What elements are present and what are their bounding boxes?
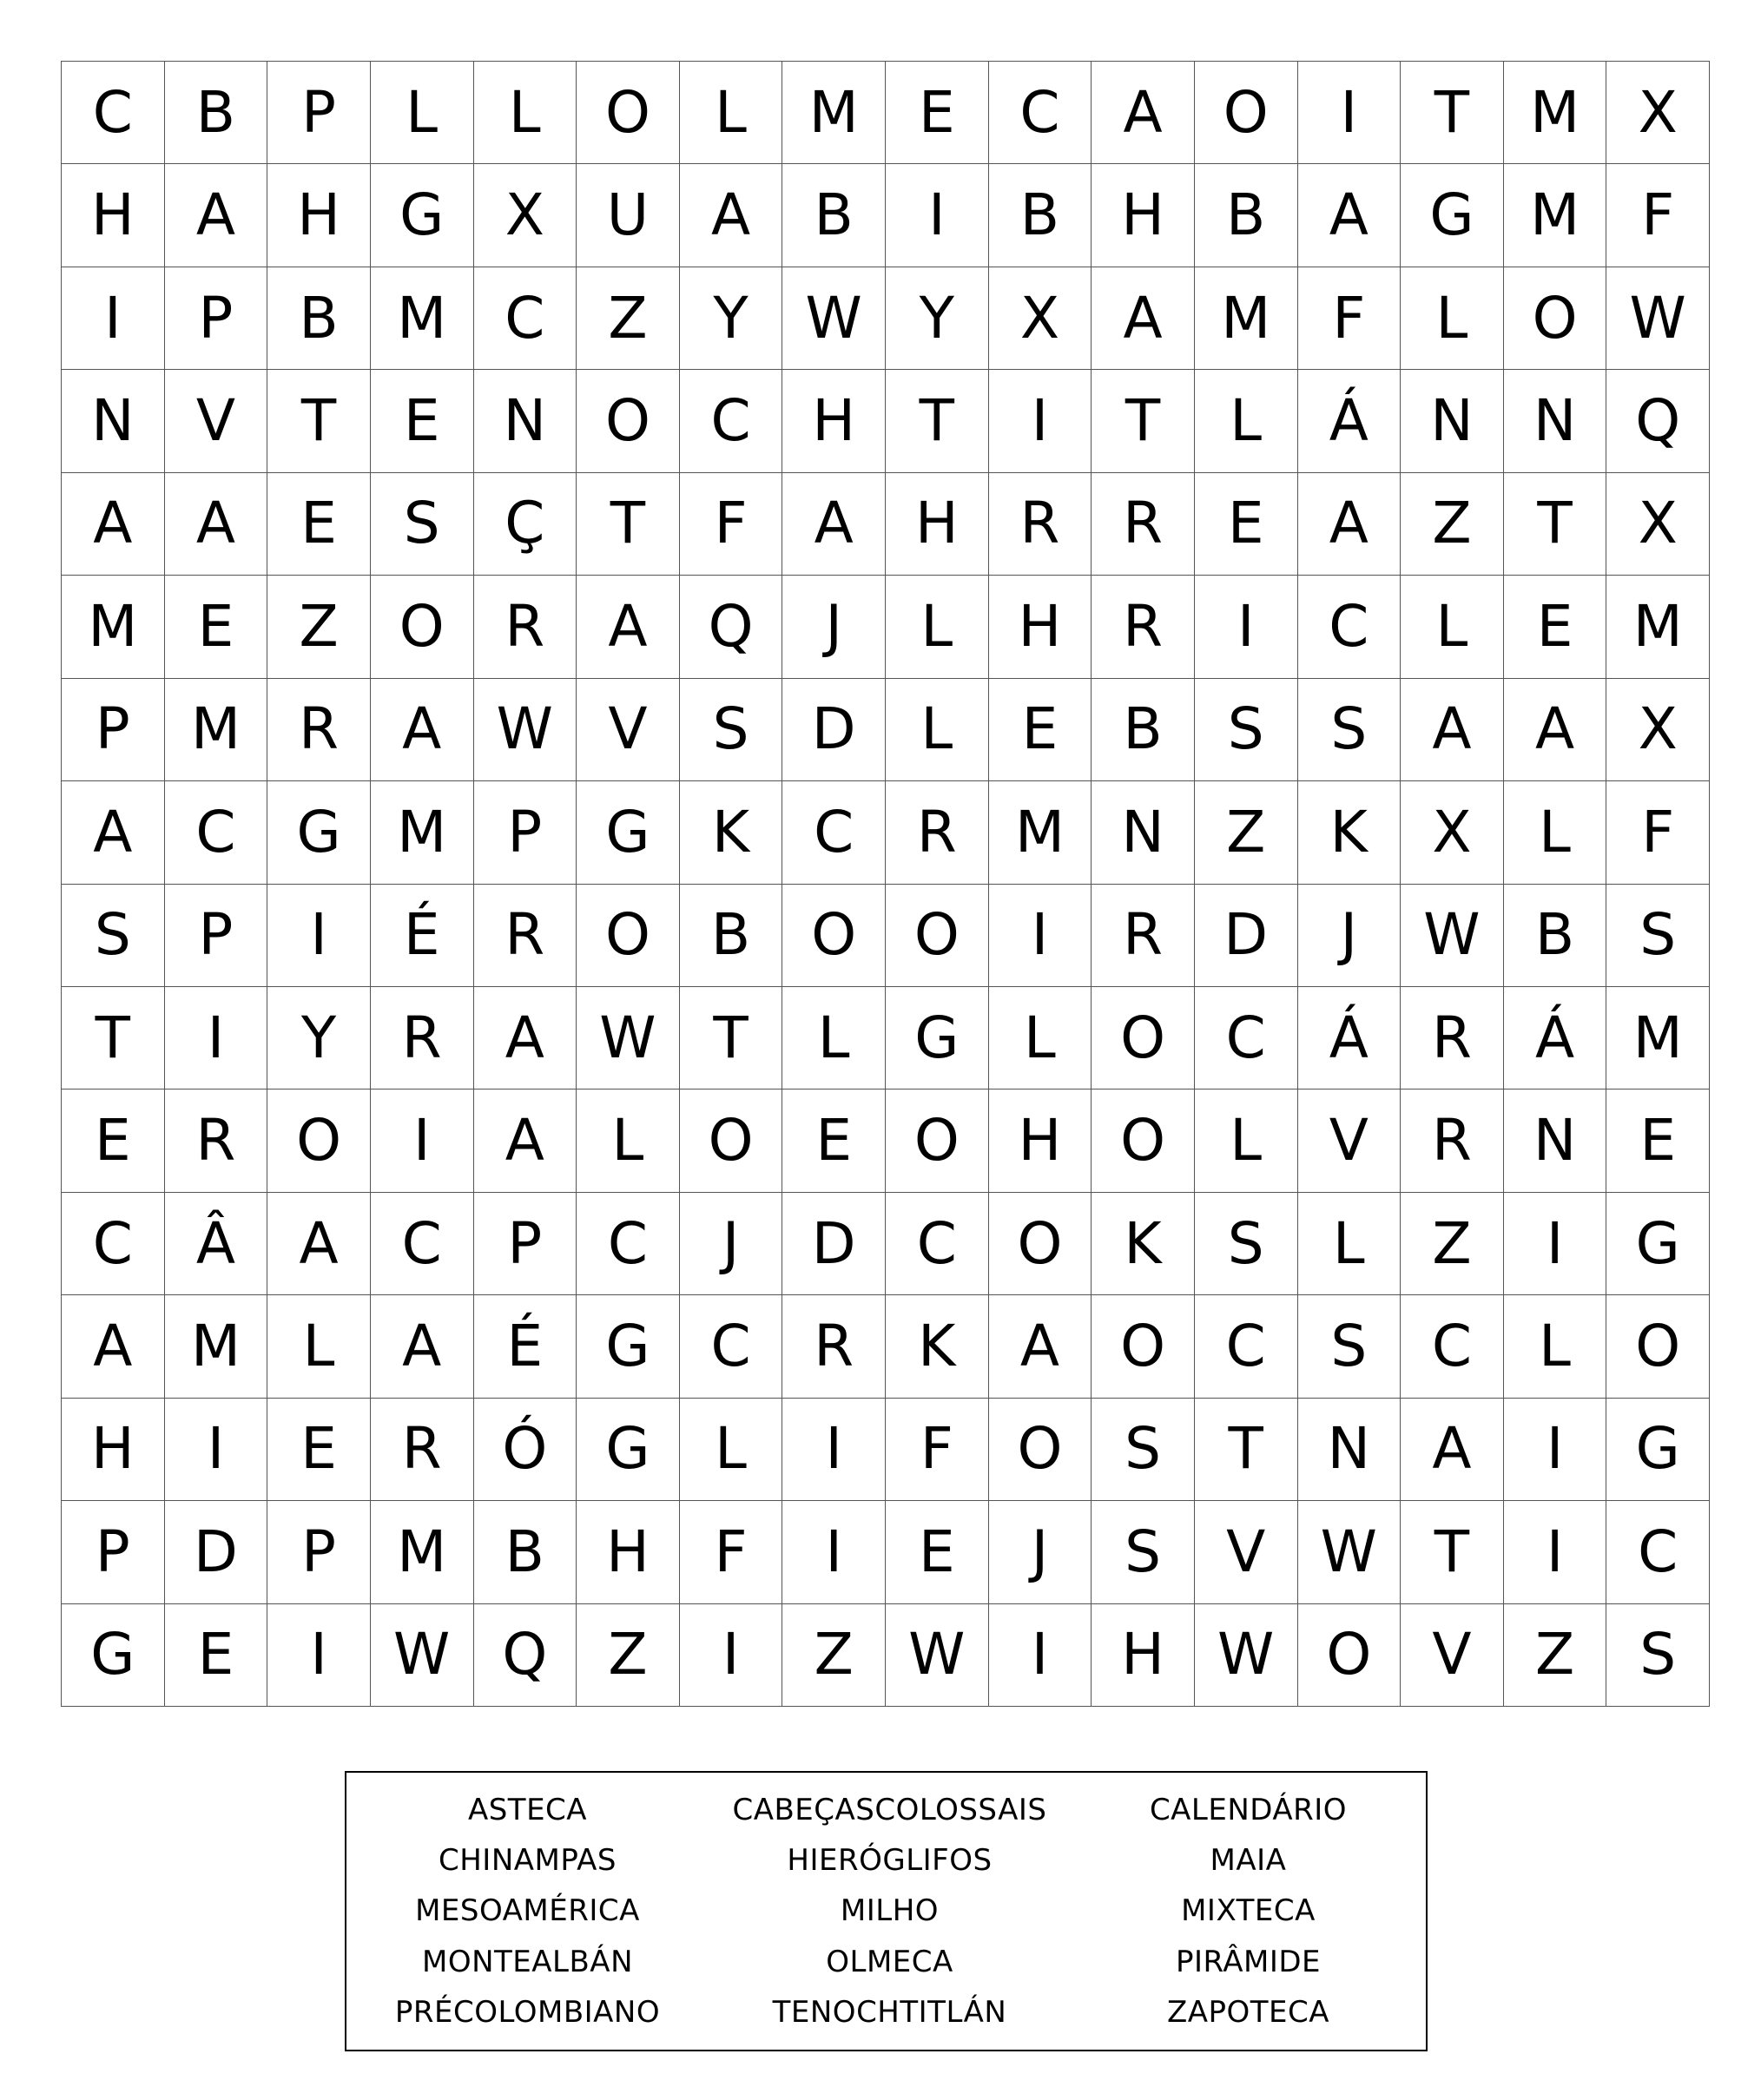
grid-cell[interactable]: H [989, 576, 1092, 678]
grid-cell[interactable]: F [1606, 164, 1710, 267]
grid-cell[interactable]: O [267, 1089, 371, 1192]
grid-cell[interactable]: E [371, 370, 474, 472]
grid-cell[interactable]: R [782, 1295, 886, 1398]
grid-cell[interactable]: W [782, 267, 886, 370]
grid-cell[interactable]: L [680, 1399, 783, 1501]
word-bank-item: CHINAMPAS [438, 1843, 617, 1879]
grid-cell[interactable]: G [1606, 1399, 1710, 1501]
grid-cell[interactable]: W [371, 1604, 474, 1707]
grid-cell[interactable]: S [1195, 1193, 1298, 1295]
grid-cell[interactable]: Z [1401, 1193, 1504, 1295]
grid-cell[interactable]: H [62, 164, 165, 267]
grid-cell[interactable]: R [371, 1399, 474, 1501]
grid-cell[interactable]: A [1401, 1399, 1504, 1501]
grid-cell[interactable]: M [165, 1295, 268, 1398]
grid-cell[interactable]: B [1195, 164, 1298, 267]
grid-cell[interactable]: P [267, 62, 371, 164]
grid-cell[interactable]: L [782, 987, 886, 1089]
grid-cell[interactable]: M [371, 781, 474, 884]
grid-cell[interactable]: I [165, 987, 268, 1089]
grid-cell[interactable]: Z [782, 1604, 886, 1707]
grid-cell[interactable]: S [371, 473, 474, 576]
grid-cell[interactable]: I [782, 1501, 886, 1603]
grid-cell[interactable]: B [267, 267, 371, 370]
word-bank-item: ASTECA [467, 1793, 588, 1828]
grid-cell[interactable]: R [1401, 1089, 1504, 1192]
grid-cell[interactable]: E [886, 1501, 989, 1603]
grid-cell[interactable]: O [1092, 987, 1195, 1089]
grid-cell[interactable]: V [1298, 1089, 1402, 1192]
grid-cell[interactable]: F [886, 1399, 989, 1501]
grid-cell[interactable]: Q [680, 576, 783, 678]
grid-cell[interactable]: S [1298, 1295, 1402, 1398]
grid-cell[interactable]: J [989, 1501, 1092, 1603]
grid-cell[interactable]: Â [165, 1193, 268, 1295]
grid-cell[interactable]: E [165, 576, 268, 678]
grid-cell[interactable]: P [267, 1501, 371, 1603]
word-bank-item: MAIA [1210, 1843, 1287, 1879]
grid-cell[interactable]: I [267, 885, 371, 987]
grid-cell[interactable]: H [62, 1399, 165, 1501]
grid-cell[interactable]: H [1092, 164, 1195, 267]
word-bank-item: TENOCHTITLÁN [772, 1994, 1007, 2030]
grid-cell[interactable]: C [165, 781, 268, 884]
grid-cell[interactable]: O [989, 1193, 1092, 1295]
grid-cell[interactable]: M [1606, 576, 1710, 678]
grid-cell[interactable]: O [782, 885, 886, 987]
word-bank-item: HIERÓGLIFOS [787, 1843, 993, 1879]
grid-cell[interactable]: W [1606, 267, 1710, 370]
grid-cell[interactable]: V [1195, 1501, 1298, 1603]
grid-cell[interactable]: I [267, 1604, 371, 1707]
grid-cell[interactable]: L [1504, 1295, 1607, 1398]
grid-cell[interactable]: C [577, 1193, 680, 1295]
grid-cell[interactable]: M [165, 679, 268, 781]
grid-cell[interactable]: K [1092, 1193, 1195, 1295]
grid-cell[interactable]: Y [886, 267, 989, 370]
grid-cell[interactable]: T [1092, 370, 1195, 472]
grid-cell[interactable]: E [165, 1604, 268, 1707]
grid-cell[interactable]: T [267, 370, 371, 472]
grid-cell[interactable]: G [577, 1399, 680, 1501]
grid-cell[interactable]: A [474, 987, 577, 1089]
grid-cell[interactable]: Ç [474, 473, 577, 576]
grid-cell[interactable]: I [1504, 1501, 1607, 1603]
grid-cell[interactable]: P [62, 679, 165, 781]
grid-cell[interactable]: O [886, 885, 989, 987]
grid-cell[interactable]: M [371, 267, 474, 370]
grid-cell[interactable]: M [1606, 987, 1710, 1089]
grid-cell[interactable]: L [1195, 370, 1298, 472]
grid-cell[interactable]: O [680, 1089, 783, 1192]
grid-cell[interactable]: C [1401, 1295, 1504, 1398]
grid-cell[interactable]: N [62, 370, 165, 472]
grid-cell[interactable]: X [1606, 62, 1710, 164]
grid-cell[interactable]: E [267, 473, 371, 576]
grid-cell[interactable]: A [1092, 267, 1195, 370]
word-bank-item: CALENDÁRIO [1149, 1793, 1348, 1828]
grid-cell[interactable]: V [165, 370, 268, 472]
grid-cell[interactable]: S [680, 679, 783, 781]
grid-cell[interactable]: H [886, 473, 989, 576]
grid-cell[interactable]: J [1298, 885, 1402, 987]
grid-cell[interactable]: I [680, 1604, 783, 1707]
grid-cell[interactable]: O [371, 576, 474, 678]
grid-cell[interactable]: P [165, 267, 268, 370]
grid-cell[interactable]: K [1298, 781, 1402, 884]
grid-cell[interactable]: Á [1298, 370, 1402, 472]
grid-cell[interactable]: A [267, 1193, 371, 1295]
grid-cell[interactable]: S [62, 885, 165, 987]
grid-cell[interactable]: S [1298, 679, 1402, 781]
grid-cell[interactable]: O [989, 1399, 1092, 1501]
grid-cell[interactable]: P [474, 1193, 577, 1295]
grid-cell[interactable]: L [1298, 1193, 1402, 1295]
grid-cell[interactable]: J [782, 576, 886, 678]
grid-cell[interactable]: Z [267, 576, 371, 678]
grid-cell[interactable]: S [1092, 1501, 1195, 1603]
grid-cell[interactable]: C [886, 1193, 989, 1295]
grid-cell[interactable]: M [371, 1501, 474, 1603]
grid-cell[interactable]: X [1606, 473, 1710, 576]
grid-cell[interactable]: X [1606, 679, 1710, 781]
grid-cell[interactable]: G [62, 1604, 165, 1707]
grid-cell[interactable]: H [989, 1089, 1092, 1192]
grid-cell[interactable]: I [886, 164, 989, 267]
grid-cell[interactable]: N [1092, 781, 1195, 884]
grid-cell[interactable]: L [989, 987, 1092, 1089]
grid-cell[interactable]: M [1504, 164, 1607, 267]
grid-cell[interactable]: H [782, 370, 886, 472]
grid-cell[interactable]: I [989, 1604, 1092, 1707]
grid-cell[interactable]: T [577, 473, 680, 576]
word-bank-item: MONTEALBÁN [422, 1944, 633, 1979]
grid-cell[interactable]: W [886, 1604, 989, 1707]
grid-cell[interactable]: R [267, 679, 371, 781]
grid-cell[interactable]: R [474, 576, 577, 678]
grid-cell[interactable]: I [371, 1089, 474, 1192]
grid-cell[interactable]: N [1298, 1399, 1402, 1501]
grid-cell[interactable]: V [577, 679, 680, 781]
grid-cell[interactable]: G [267, 781, 371, 884]
grid-cell[interactable]: L [1401, 267, 1504, 370]
grid-cell[interactable]: I [989, 370, 1092, 472]
grid-cell[interactable]: L [886, 576, 989, 678]
grid-cell[interactable]: X [474, 164, 577, 267]
grid-cell[interactable]: X [989, 267, 1092, 370]
word-bank-item: MILHO [840, 1893, 940, 1929]
grid-cell[interactable]: Z [1401, 473, 1504, 576]
word-bank-item: OLMECA [826, 1944, 953, 1979]
grid-cell[interactable]: C [680, 370, 783, 472]
grid-cell[interactable]: I [62, 267, 165, 370]
grid-cell[interactable]: W [1195, 1604, 1298, 1707]
grid-cell[interactable]: A [782, 473, 886, 576]
grid-cell[interactable]: R [1092, 576, 1195, 678]
grid-cell[interactable]: W [1401, 885, 1504, 987]
grid-cell[interactable]: L [267, 1295, 371, 1398]
grid-cell[interactable]: S [1606, 1604, 1710, 1707]
grid-cell[interactable]: D [165, 1501, 268, 1603]
grid-cell[interactable]: C [1195, 987, 1298, 1089]
grid-cell[interactable]: A [474, 1089, 577, 1192]
grid-cell[interactable]: I [782, 1399, 886, 1501]
grid-cell[interactable]: E [267, 1399, 371, 1501]
grid-cell[interactable]: Á [1298, 987, 1402, 1089]
grid-cell[interactable]: L [1195, 1089, 1298, 1192]
grid-cell[interactable]: H [267, 164, 371, 267]
grid-cell[interactable]: L [886, 679, 989, 781]
grid-cell[interactable]: F [1606, 781, 1710, 884]
grid-cell[interactable]: R [886, 781, 989, 884]
grid-cell[interactable]: K [680, 781, 783, 884]
grid-cell[interactable]: L [371, 62, 474, 164]
grid-cell[interactable]: Z [1504, 1604, 1607, 1707]
grid-cell[interactable]: A [1092, 62, 1195, 164]
grid-cell[interactable]: C [62, 62, 165, 164]
grid-cell[interactable]: R [1092, 473, 1195, 576]
word-bank-item: PIRÂMIDE [1175, 1944, 1322, 1979]
grid-cell[interactable]: E [1606, 1089, 1710, 1192]
grid-cell[interactable]: T [1195, 1399, 1298, 1501]
grid-cell[interactable]: Z [577, 267, 680, 370]
grid-cell[interactable]: C [62, 1193, 165, 1295]
grid-cell[interactable]: I [1195, 576, 1298, 678]
grid-cell[interactable]: O [1606, 1295, 1710, 1398]
grid-cell[interactable]: É [474, 1295, 577, 1398]
grid-cell[interactable]: G [577, 781, 680, 884]
grid-cell[interactable]: Y [680, 267, 783, 370]
grid-cell[interactable]: T [1504, 473, 1607, 576]
grid-cell[interactable]: B [782, 164, 886, 267]
grid-cell[interactable]: X [1401, 781, 1504, 884]
grid-cell[interactable]: Q [474, 1604, 577, 1707]
grid-cell[interactable]: R [474, 885, 577, 987]
grid-cell[interactable]: O [1195, 62, 1298, 164]
grid-cell[interactable]: F [680, 473, 783, 576]
grid-cell[interactable]: G [1606, 1193, 1710, 1295]
grid-cell[interactable]: A [1504, 679, 1607, 781]
grid-cell[interactable]: C [1606, 1501, 1710, 1603]
grid-cell[interactable]: O [577, 62, 680, 164]
grid-cell[interactable]: H [577, 1501, 680, 1603]
grid-cell[interactable]: I [165, 1399, 268, 1501]
grid-cell[interactable]: L [474, 62, 577, 164]
grid-cell[interactable]: C [371, 1193, 474, 1295]
grid-cell[interactable]: M [1504, 62, 1607, 164]
grid-cell[interactable]: E [782, 1089, 886, 1192]
grid-cell[interactable]: E [62, 1089, 165, 1192]
grid-cell[interactable]: P [62, 1501, 165, 1603]
grid-cell[interactable]: R [371, 987, 474, 1089]
grid-cell[interactable]: O [886, 1089, 989, 1192]
grid-cell[interactable]: O [1092, 1089, 1195, 1192]
grid-cell[interactable]: E [1195, 473, 1298, 576]
grid-cell[interactable]: N [1401, 370, 1504, 472]
grid-cell[interactable]: Y [267, 987, 371, 1089]
grid-cell[interactable]: J [680, 1193, 783, 1295]
grid-cell[interactable]: M [989, 781, 1092, 884]
grid-cell[interactable]: Á [1504, 987, 1607, 1089]
grid-cell[interactable]: R [1401, 987, 1504, 1089]
grid-cell[interactable]: L [1401, 576, 1504, 678]
grid-cell[interactable]: A [62, 1295, 165, 1398]
grid-cell[interactable]: D [782, 679, 886, 781]
grid-cell[interactable]: H [1092, 1604, 1195, 1707]
grid-cell[interactable]: S [1195, 679, 1298, 781]
grid-cell[interactable]: S [1092, 1399, 1195, 1501]
grid-cell[interactable]: E [1504, 576, 1607, 678]
grid-cell[interactable]: N [1504, 1089, 1607, 1192]
grid-cell[interactable]: I [1298, 62, 1402, 164]
grid-cell[interactable]: E [886, 62, 989, 164]
grid-cell[interactable]: M [62, 576, 165, 678]
grid-cell[interactable]: P [165, 885, 268, 987]
grid-cell[interactable]: Z [1195, 781, 1298, 884]
grid-cell[interactable]: C [680, 1295, 783, 1398]
grid-cell[interactable]: A [1401, 679, 1504, 781]
word-bank-item: MESOAMÉRICA [415, 1893, 640, 1929]
grid-cell[interactable]: C [474, 267, 577, 370]
grid-cell[interactable]: T [62, 987, 165, 1089]
grid-cell[interactable]: O [1092, 1295, 1195, 1398]
word-bank-item: ZAPOTECA [1166, 1994, 1330, 2030]
grid-cell[interactable]: O [1504, 267, 1607, 370]
grid-cell[interactable]: F [1298, 267, 1402, 370]
grid-cell[interactable]: G [371, 164, 474, 267]
word-bank-item: MIXTECA [1181, 1893, 1316, 1929]
grid-cell[interactable]: W [474, 679, 577, 781]
grid-cell[interactable]: T [1401, 62, 1504, 164]
grid-cell[interactable]: W [1298, 1501, 1402, 1603]
grid-cell[interactable]: I [1504, 1193, 1607, 1295]
grid-cell[interactable]: C [782, 781, 886, 884]
grid-cell[interactable]: L [680, 62, 783, 164]
grid-cell[interactable]: B [1504, 885, 1607, 987]
grid-cell[interactable]: F [680, 1501, 783, 1603]
grid-cell[interactable]: G [1401, 164, 1504, 267]
grid-cell[interactable]: D [782, 1193, 886, 1295]
grid-cell[interactable]: T [680, 987, 783, 1089]
grid-cell[interactable]: A [680, 164, 783, 267]
grid-cell[interactable]: C [989, 62, 1092, 164]
grid-cell[interactable]: I [989, 885, 1092, 987]
grid-cell[interactable]: I [1504, 1399, 1607, 1501]
grid-cell[interactable]: A [1298, 164, 1402, 267]
grid-cell[interactable]: L [1504, 781, 1607, 884]
grid-cell[interactable]: P [474, 781, 577, 884]
grid-cell[interactable]: C [1298, 576, 1402, 678]
grid-cell[interactable]: W [577, 987, 680, 1089]
grid-cell[interactable]: V [1401, 1604, 1504, 1707]
word-bank [345, 1771, 1428, 2051]
grid-cell[interactable]: Q [1606, 370, 1710, 472]
grid-cell[interactable]: B [680, 885, 783, 987]
grid-cell[interactable]: Z [577, 1604, 680, 1707]
grid-cell[interactable]: O [577, 370, 680, 472]
grid-cell[interactable]: A [371, 679, 474, 781]
grid-cell[interactable]: A [62, 473, 165, 576]
word-search-grid [61, 61, 1710, 1707]
grid-cell[interactable]: A [577, 576, 680, 678]
grid-cell[interactable]: U [577, 164, 680, 267]
grid-cell[interactable]: A [62, 781, 165, 884]
grid-cell[interactable]: A [371, 1295, 474, 1398]
grid-cell[interactable]: Ó [474, 1399, 577, 1501]
grid-cell[interactable]: R [165, 1089, 268, 1192]
grid-cell[interactable]: M [782, 62, 886, 164]
grid-cell[interactable]: B [1092, 679, 1195, 781]
grid-cell[interactable]: D [1195, 885, 1298, 987]
grid-cell[interactable]: R [989, 473, 1092, 576]
grid-cell[interactable]: T [886, 370, 989, 472]
grid-cell[interactable]: E [989, 679, 1092, 781]
grid-cell[interactable]: R [1092, 885, 1195, 987]
grid-cell[interactable]: A [165, 164, 268, 267]
grid-cell[interactable]: A [1298, 473, 1402, 576]
grid-cell[interactable]: L [577, 1089, 680, 1192]
word-bank-item: CABEÇASCOLOSSAIS [732, 1793, 1047, 1828]
grid-cell[interactable]: N [474, 370, 577, 472]
grid-cell[interactable]: A [165, 473, 268, 576]
grid-cell[interactable]: S [1606, 885, 1710, 987]
grid-cell[interactable]: O [1298, 1604, 1402, 1707]
grid-cell[interactable]: T [1401, 1501, 1504, 1603]
grid-cell[interactable]: B [165, 62, 268, 164]
grid-cell[interactable]: É [371, 885, 474, 987]
grid-cell[interactable]: B [989, 164, 1092, 267]
grid-cell[interactable]: B [474, 1501, 577, 1603]
grid-cell[interactable]: G [577, 1295, 680, 1398]
grid-cell[interactable]: G [886, 987, 989, 1089]
grid-cell[interactable]: M [1195, 267, 1298, 370]
grid-cell[interactable]: O [577, 885, 680, 987]
grid-cell[interactable]: A [989, 1295, 1092, 1398]
grid-cell[interactable]: C [1195, 1295, 1298, 1398]
word-bank-item: PRÉCOLOMBIANO [394, 1994, 661, 2030]
grid-cell[interactable]: K [886, 1295, 989, 1398]
grid-cell[interactable]: N [1504, 370, 1607, 472]
